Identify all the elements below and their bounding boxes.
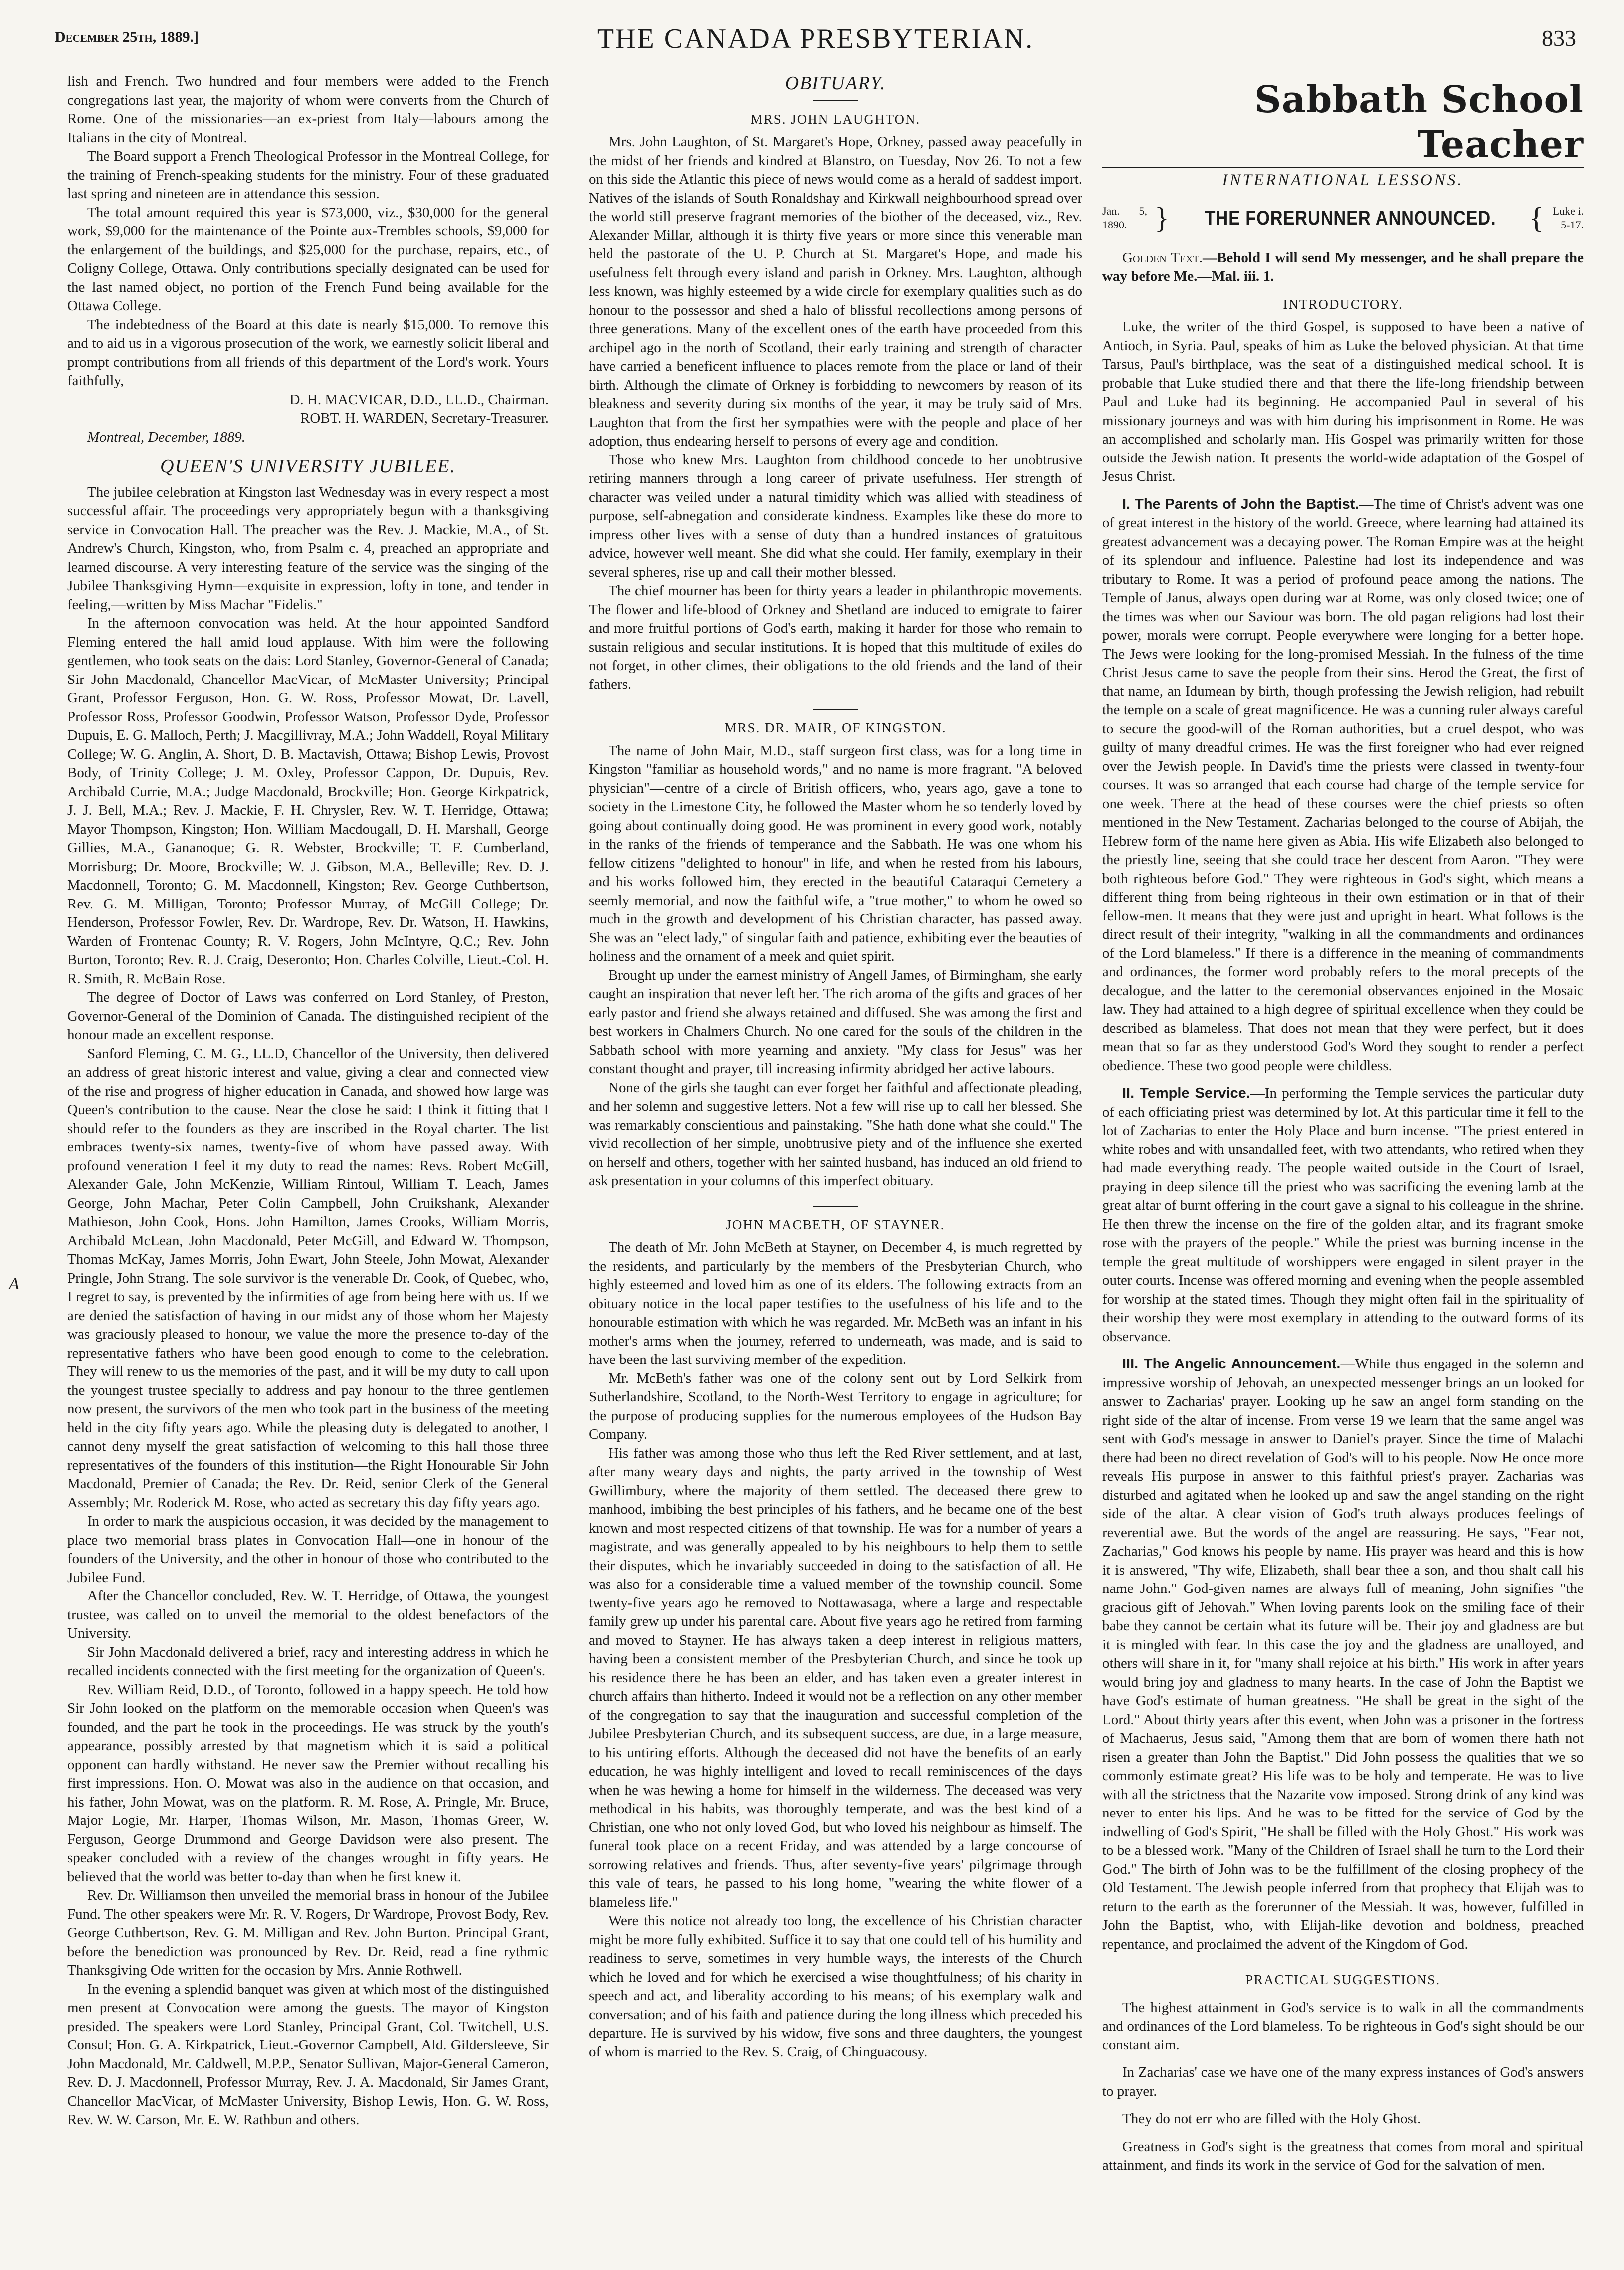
divider: [813, 709, 858, 710]
section-heading-jubilee: QUEEN'S UNIVERSITY JUBILEE.: [160, 456, 456, 477]
lesson-reference: Luke i. 5-17.: [1552, 204, 1584, 231]
paragraph: Sanford Fleming, C. M. G., LL.D, Chancellor of the University, then delivered an address of great historic interest and value, giving a clear and connected view of the rise and progress of higher education in Canada, and showed how large was Queen's contribution to the cause. Near the close he said: I think it fitting that I should refer to the founders as they are inscribed in the Royal charter. The list embraces twenty-six names, twenty-five of whom have passed away. With profound veneration I feel it my duty to read the names: Revs. Robert McGill, Alexander Gale, John McKenzie, William Rintoul, William T. Leach, James George, John Machar, Peter Colin Campbell, John Cruikshank, Alexander Mathieson, John Cook, Hons. John Hamilton, James Crooks, William Morris, Archibald McLean, John Macdonald, Peter McGill, and Edward W. Thompson, Thomas McKay, James Morris, John Ewart, John Steele, John Mowat, Alexander Pringle, John Strang. The sole survivor is the venerable Dr. Cook, of Quebec, who, I regret to say, is prevented by the infirmities of age from being here with us. If we are denied the satisfaction of having in our midst any of those whom her Majesty was graciously pleased to honour, we value the more the presence to-day of the representative fathers who have been good enough to come to the celebration. They will renew to us the memories of the past, and it will be my duty to call upon the youngest trustee specially to address and pay honour to the three gentlemen now present, the survivors of the men who took part in the business of the meeting held in the city fifty years ago. While the pleasing duty is delegated to another, I cannot deny myself the great satisfaction of welcoming to this hall those three representatives of the founders of this institution—the Right Honourable Sir John Macdonald, Premier of Canada; the Rev. Dr. Reid, senior Clerk of the General Assembly; Mr. Roderick M. Rose, who acted as secretary this day fifty years ago.: [67, 1045, 549, 1511]
paragraph: Sir John Macdonald delivered a brief, racy and interesting address in which he recalled incidents connected with the first meeting for the organization of Queen's.: [67, 1644, 549, 1679]
paragraph: Rev. William Reid, D.D., of Toronto, followed in a happy speech. He told how Sir John looked on the platform on the memorable occasion when Queen's was founded, and the part he took in the proceedings. He was struck by the youth's appearance, possibly arrested by that magnetism which it is said a political opponent can hardly withstand. He never saw the Premier without recalling his first impressions. Hon. O. Mowat was also in the audience on that occasion, and his father, John Mowat, was on the platform. R. M. Rose, A. Pringle, Mr. Bruce, Major Logie, Mr. Harper, Thomas Wilson, Mr. Mason, Thomas Greer, W. Ferguson, George Drummond and George Davidson were also present. The speaker concluded with a review of the changes wrought in fifty years. He believed that the world was better to-day than when he first knew it.: [67, 1681, 549, 1885]
divider: [1102, 167, 1584, 168]
paragraph: In order to mark the auspicious occasion, it was decided by the management to place two memorial brass plates in Convocation Hall—one in honour of the founders of the University, and the other in honour of those who contributed to the Jubilee Fund.: [67, 1513, 549, 1586]
paragraph: In the evening a splendid banquet was given at which most of the distinguished men present at Convocation were among the guests. The mayor of Kingston presided. The speakers were Lord Stanley, Principal Grant, Col. Twitchell, U.S. Consul; Hon. G. A. Kirkpatrick, Lieut.-Governor Campbell, Ald. Gildersleeve, Sir John Macdonald, Mr. Caldwell, M.P.P., Senator Sullivan, Major-General Cameron, Rev. D. J. Macdonnell, Professor Murray, Rev. J. A. Macdonald, Sir James Grant, Chancellor MacVicar, of McMaster University, Bishop Lewis, Hon. G. W. Ross, Rev. W. W. Carson, Mr. E. W. Rathbun and others.: [67, 1981, 549, 2128]
paragraph: Mr. McBeth's father was one of the colony sent out by Lord Selkirk from Sutherlandshire, Scotland, to the North-West Territory to engage in agriculture; for the purpose of producing supplies for the numerous employees of the Hudson Bay Company.: [589, 1370, 1082, 1442]
sabbath-school-title: Sabbath School Teacher: [1254, 78, 1584, 166]
obituary-heading-mair: MRS. DR. MAIR, OF KINGSTON.: [724, 720, 947, 735]
paragraph: Mrs. John Laughton, of St. Margaret's Hope, Orkney, passed away peacefully in the midst of her friends and kindred at Blanstro, on Tuesday, Nov 26. To not a few on this side the Atlantic this piece of news would come as a herald of saddest import. Natives of the islands of South Ronaldshay and Kirkwall neighbourhood spread over the world still preserve fragrant memories of the biother of the deceased, viz., Rev. Alexander Millar, although it is thirty five years or more since this venerable man held the pastorate of the U. P. Church at St. Margaret's Hope, and made his usefulness felt through every island and parish in Orkney. Mrs. Laughton, although less known, was highly esteemed by a wide circle for exemplary qualities such as do honour to the possessor and shed a halo of blissful recollections among persons of three generations. Many of the excellent ones of the earth have proceeded from this archipel ago in the north of Scotland, their early training and strength of character have carried a beneficent influence to places remote from the place or land of their birth. Although the climate of Orkney is forbidding to newcomers by reason of its bleakness and severity during six months of the year, it may be truly said of Mrs. Laughton that from the first her sympathies were with the people and place of her adoption, thus endearing herself to persons of every age and condition.: [589, 134, 1082, 449]
paragraph: In Zacharias' case we have one of the many express instances of God's answers to prayer.: [1102, 2064, 1584, 2099]
paragraph: None of the girls she taught can ever forget her faithful and affectionate pleading, and her solemn and suggestive letters. Not a few will rise up to call her blessed. She was remarkably conscientious and painstaking. "She hath done what she could." The vivid recollection of her simple, unobtrusive piety and of the influence she exerted on herself and others, together with her sainted husband, has induced an old friend to ask presentation in your columns of this imperfect obituary.: [589, 1079, 1082, 1189]
newspaper-title: THE CANADA PRESBYTERIAN.: [597, 23, 1034, 54]
paragraph: They do not err who are filled with the Holy Ghost.: [1122, 2111, 1421, 2127]
lesson-section-3: [1102, 1355, 1584, 1954]
golden-text-body: —Behold I will send My messenger, and he shall prepare the way before Me.—Mal. iii. 1.: [1102, 249, 1584, 284]
obituary-heading-laughton: MRS. JOHN LAUGHTON.: [750, 111, 921, 127]
paragraph: The Board support a French Theological Professor in the Montreal College, for the training of French-speaking students for the ministry. Four of these graduated last spring and nineteen are in attendance this session.: [67, 148, 549, 202]
paragraph: Those who knew Mrs. Laughton from childhood concede to her unobtrusive retiring manners through a long career of private usefulness. Her strength of character was veiled under a natural timidity which was allied with steadiness of purpose, self-abnegation and considerate kindness. Examples like these do more to impress other lives with a sense of duty than a hundred instances of gratuitous advice, however well meant. She did what she could. Her family, exemplary in their several spheres, rise up and call their mother blessed.: [589, 452, 1082, 580]
lesson-header: [1102, 203, 1584, 241]
paragraph: lish and French. Two hundred and four members were added to the French congregations last year, the majority of whom were converts from the Church of Rome. One of the missionaries—an ex-priest from Italy—labours among the Italians in the city of Montreal.: [67, 73, 549, 146]
lesson-section-1: [1102, 495, 1584, 1076]
margin-annotation: A: [9, 1275, 19, 1293]
paragraph: The degree of Doctor of Laws was conferred on Lord Stanley, of Preston, Governor-General of the Dominion of Canada. The distinguished recipient of the honour made an excellent response.: [67, 989, 549, 1043]
section-body: —The time of Christ's advent was one of great interest in the history of the world. Greece, where learning had attained its greatest advancement was a decaying power. The Roman Empire was at the height of its splendour and influence. Palestine had lost its independence and was tributary to Rome. It was a period of profound peace among the nations. The Temple of Janus, always open during war at Rome, was only closed twice; one of the times was when our Saviour was born. The old pagan religions had lost their power, morals were corrupt. People everywhere were longing for a better hope. The Jews were looking for the long-promised Messiah. In the fulness of the time Christ Jesus came to save the people from their sins. Herod the Great, the first of that name, an Idumean by birth, though professing the Jewish religion, had rebuilt the temple on a scale of great magnificence. He was a cunning ruler always careful to secure the good-will of the Roman authorities, but a cruel despot, who was guilty of many dreadful crimes. He was the first foreigner who had ever reigned over the Jewish people. In David's time the priests were classed in twenty-four courses. It was so arranged that each course had charge of the temple service for one week. There at the head of these courses were the chief priests so often mentioned in the New Testament. Zacharias belonged to the course of Abijah, the Hebrew form of the name here given as Abia. His wife Elizabeth also belonged to the priestly line, seeing that she could trace her descent from Aaron. "They were both righteous before God." They were righteous in God's sight, which means a different thing from being righteous in their own estimation or in that of their fellow-men. It means that they were just and upright in heart. What follows is the direct result of their integrity, "walking in all the commandments and ordinances of the Lord blameless." If there is a difference in the meaning of commandments and ordinances, the former word probably refers to the moral precepts of the decalogue, and the latter to the ceremonial observances enjoined in the Mosaic law. They had attained to a high degree of spiritual excellence when they could be described as blameless. That does not mean that they were perfect, but it does mean that so far as they understood God's Word they sought to render a perfect obedience. These two good people were childless.: [1102, 496, 1584, 1074]
paragraph: Were this notice not already too long, the excellence of his Christian character might be more fully exhibited. Suffice it to say that one could tell of his humility and readiness to serve, sometimes in very humble ways, the interests of the Church which he loved and for which he exercised a wise thoughtfulness; of his charity in speech and act, and liberality according to his means; of his exemplary walk and conversation; and of his faith and patience during the long illness which preceded his departure. He is survived by his widow, five sons and three daughters, the youngest of whom is married to the Rev. S. Craig, of Chinguacousy.: [589, 1913, 1082, 2060]
section-heading-obituary: OBITUARY.: [785, 73, 886, 94]
masthead: [55, 20, 1576, 60]
brace-icon: }: [1155, 201, 1169, 234]
paragraph: Luke, the writer of the third Gospel, is supposed to have been a native of Antioch, in Syria. Paul, speaks of him as Luke the beloved physician. At that time Tarsus, Paul's birthplace, was the seat of a distinguished medical school. It is probable that Luke studied there and that there the life-long friendship between Paul and Luke had its beginning. He accompanied Paul in several of his missionary journeys and was with him during his imprisonment in Rome. He was an accomplished and scholarly man. His Gospel was primarily written for those outside the Jewish nation. It presents the world-wide adaptation of the Gospel of Jesus Christ.: [1102, 319, 1584, 484]
paragraph: Brought up under the earnest ministry of Angell James, of Birmingham, she early caught an inspiration that never left her. The rich aroma of the gifts and graces of her early pastor and friend she always retained and diffused. She was among the first and best workers in Chalmers Church. No one cared for the souls of the children in the Sabbath school with more yearning and anxiety. "My class for Jesus" was her constant thought and prayer, till increasing infirmity abridged her active labours.: [589, 967, 1082, 1077]
paragraph: The chief mourner has been for thirty years a leader in philanthropic movements. The flower and life-blood of Orkney and Shetland are induced to emigrate to fairer and more fruitful portions of God's earth, making it harder for those who remain to sustain religious and secular institutions. It is hoped that this multitude of exiles do not forget, in other climes, their obligations to the old friends and the land of their fathers.: [589, 583, 1082, 692]
lessons-subtitle: INTERNATIONAL LESSONS.: [1222, 171, 1464, 189]
dateline: Montreal, December, 1889.: [87, 429, 246, 445]
paragraph: Greatness in God's sight is the greatness that comes from moral and spiritual attainment, and finds its work in the service of God for the salvation of men.: [1102, 2138, 1584, 2173]
lesson-title: THE FORERUNNER ANNOUNCED.: [1205, 207, 1496, 229]
section-body: —While thus engaged in the solemn and impressive worship of Jehovah, an unexpected messenger brings an un looked for answer to Zacharias' prayer. Looking up he saw an angel form standing on the right side of the altar of incense. From verse 19 we learn that the same angel was sent with God's message in answer to Daniel's prayer. Since the time of Malachi there had been no direct revelation of God's will to his people. Now He once more reveals His purpose in answer to this faithful priest's prayer. Zacharias was disturbed and agitated when he looked up and saw the angel standing on the right side of the altar. A clear vision of God's truth always produces feelings of reverential awe. But the words of the angel are reassuring. He says, "Fear not, Zacharias," God knows his people by name. His prayer was heard and this is how it is answered, "Thy wife, Elizabeth, shall bear thee a son, and thou shalt call his name John." God-given names are always full of meaning, John signifies "the gracious gift of Jehovah." When loving parents look on the smiling face of their babe they cannot be certain what its future will be. Their joy and gladness are but it is mingled with fear. In this case the joy and the gladness are unalloyed, and others will share in it, for "many shall rejoice at his birth." His work in after years would bring joy and gladness to many hearts. In the case of John the Baptist we have God's estimate of human greatness. "He shall be great in the sight of the Lord." About thirty years after this event, when John was a prisoner in the fortress of Machaerus, Jesus said, "Among them that are born of women there hath not risen a greater than John the Baptist." Did John possess the qualities that we so commonly estimate great? His life was to be holy and temperate. He was to live with all the strictness that the Nazarite vow imposed. Strong drink of any kind was never to enter his lips. And he was to be fitted for the service of God by the indwelling of God's Spirit, "He shall be filled with the Holy Ghost." His work was to be a blessed work. "Many of the Children of Israel shall he turn to the Lord their God." The birth of John was to be the fulfillment of the closing prophecy of the Old Testament. The Jewish people inferred from that prophecy that Elijah was to return to the earth as the forerunner of the Messiah. It was, however, fulfilled in John the Baptist, who, with Elijah-like devotion and boldness, preached repentance, and proclaimed the advent of the Kingdom of God.: [1102, 1356, 1584, 1952]
lesson-section-2: [1102, 1084, 1584, 1346]
column-3: [1102, 72, 1584, 2240]
paragraph: The jubilee celebration at Kingston last Wednesday was in every respect a most successful affair. The proceedings very appropriately begun with a thanksgiving service in Convocation Hall. The preacher was the Rev. J. Mackie, M.A., of St. Andrew's Church, Kingston, who, from Psalm c. 4, preached an appropriate and learned discourse. A very interesting feature of the service was the singing of the Jubilee Thanksgiving Hymn—exquisite in expression, lofty in tone, and tender in feeling,—written by Miss Machar "Fidelis.": [67, 484, 549, 613]
section-body: —In performing the Temple services the particular duty of each officiating priest was determined by lot. At this particular time it fell to the lot of Zacharias to enter the Holy Place and burn incense. "The priest entered in white robes and with unsandalled feet, with two attendants, who retired when they had made everything ready. The people waited outside in the Court of Israel, praying in deep silence till the priest who was sacrificing the evening lamb at the great altar of burnt offering in the court gave a signal to his colleague in the shrine. He then threw the incense on the fire of the golden altar, and its fragrant smoke rose with the prayers of the people." While the priest was burning incense in the temple the great multitude of worshippers were engaged in silent prayer in the outer courts. Incense was offered morning and evening when the people assembled for worship at the stated times. Though they might often fail in the spirituality of their worship they were most exemplary in attending to the outward forms of its observance.: [1102, 1085, 1584, 1345]
lesson-date: Jan. 5, 1890.: [1102, 204, 1147, 231]
signature-chairman: D. H. MACVICAR, D.D., LL.D., Chairman.: [289, 391, 549, 408]
column-1: [67, 72, 549, 2240]
section-title: I. The Parents of John the Baptist.: [1122, 496, 1359, 512]
divider: [813, 100, 858, 101]
introductory-heading: INTRODUCTORY.: [1283, 296, 1403, 312]
paragraph: The death of Mr. John McBeth at Stayner, on December 4, is much regretted by the residents, and particularly by the members of the Presbyterian Church, who highly esteemed and loved him as one of its elders. The following extracts from an obituary notice in the local paper testifies to the usefulness of his life and to the honourable estimation with which he was regarded. Mr. McBeth was an infant in his mother's arms when the journey, referred to underneath, was made, and is said to have been the last surviving member of the expedition.: [589, 1239, 1082, 1367]
paragraph: Rev. Dr. Williamson then unveiled the memorial brass in honour of the Jubilee Fund. The other speakers were Mr. R. V. Rogers, Dr Wardrope, Provost Body, Rev. George Cuthbertson, Rev. G. M. Milligan and Rev. John Burton. Principal Grant, before the benediction was pronounced by Rev. Dr. Reid, read a fine rythmic Thanksgiving Ode written for the occasion by Mrs. Annie Rothwell.: [67, 1887, 549, 1978]
column-2: [589, 72, 1082, 2240]
section-title: II. Temple Service.: [1122, 1085, 1250, 1101]
signature-secretary: ROBT. H. WARDEN, Secretary-Treasurer.: [300, 410, 549, 426]
brace-icon: {: [1529, 201, 1544, 234]
paragraph: In the afternoon convocation was held. At the hour appointed Sandford Fleming entered the hall amid loud applause. With him were the following gentlemen, who took seats on the dais: Lord Stanley, Governor-General of Canada; Sir John Macdonald, Chancellor MacVicar, of McMaster University; Principal Grant, Professor Ferguson, Hon. G. W. Ross, Professor Mowat, Dr. Lavell, Professor Ross, Professor Goodwin, Professor Watson, Professor Dyde, Professor Dupuis, E. G. Malloch, Perth; J. Macgillivray, M.A.; John Waddell, Royal Military College; W. G. Anglin, A. Short, D. B. Mactavish, Ottawa; Bishop Lewis, Provost Body, of Trinity College; J. M. Oxley, Professor Cappon, Dr. Dupuis, Rev. Archibald Currie, M.A.; Judge Macdonald, Brockville; Hon. George Kirkpatrick, J. J. Bell, M.A.; Rev. J. Mackie, F. H. Chrysler, Rev. W. T. Herridge, Ottawa; Mayor Thompson, Kingston; Hon. William Macdougall, D. H. Marshall, George Gillies, M.A., Gananoque; G. R. Webster, Brockville; T. F. Cumberland, Morrisburg; Dr. Moore, Brockville; W. J. Gibson, M.A., Belleville; Rev. D. J. Macdonnell, Toronto; G. M. Macdonnell, Kingston; Rev. George Cuthbertson, Rev. G. M. Milligan, Toronto; Professor Murray, of McGill College; Dr. Henderson, Professor Fowler, Rev. Dr. Wardrope, Rev. Dr. Watson, H. Hawkins, Warden of Frontenac County; R. V. Rogers, John McIntyre, Q.C.; Rev. John Burton, Toronto; Rev. R. J. Craig, Deseronto; Hon. Charles Colville, Lieut.-Col. H. R. Smith, R. McBain Rose.: [67, 615, 549, 987]
page-number: 833: [1542, 25, 1576, 51]
golden-text: [1102, 249, 1584, 286]
obituary-heading-macbeth: JOHN MACBETH, OF STAYNER.: [726, 1217, 945, 1232]
practical-heading: PRACTICAL SUGGESTIONS.: [1245, 1972, 1441, 1987]
paragraph: His father was among those who thus left the Red River settlement, and at last, after many weary days and nights, the party arrived in the township of West Gwillimbury, where the majority of them settled. The deceased there grew to manhood, imbibing the best principles of his fathers, and he became one of the best known and most respected citizens of that township. He was for a number of years a magistrate, and was generally appealed to by his neighbours to help them to settle their disputes, which he invariably succeeded in doing to the satisfaction of all. He was also for a considerable time a valued member of the township council. Some twenty-five years ago he removed to Nottawasaga, where a large and respectable family grew up under his parental care. About five years ago he retired from farming and moved to Stayner. He has always taken a deep interest in religious matters, having been a consistent member of the Presbyterian Church, and since he took up his residence there he has been an elder, and has taken even a greater interest in church affairs than hitherto. Indeed it would not be a reflection on any other member of the congregation to say that the inauguration and successful completion of the Jubilee Presbyterian Church, and its subsequent success, are due, in a large measure, to his untiring efforts. Although the deceased did not have the benefits of an early education, he was highly intelligent and loved to recall reminiscences of the days when he was hewing a home for himself in the wilderness. The deceased was very methodical in his habits, was thoroughly temperate, and was the best kind of a Christian, one who not only loved God, but who loved his neighbour as himself. The funeral took place on a recent Friday, and was attended by a large concourse of sorrowing relatives and friends. Thus, after seventy-five years' pilgrimage through this vale of tears, he passed to his long home, "wearing the white flower of a blameless life.": [589, 1445, 1082, 1910]
paragraph: The name of John Mair, M.D., staff surgeon first class, was for a long time in Kingston "familiar as household words," and no name is more fragrant. "A beloved physician"—centre of a circle of British officers, who, years ago, gave a tone to society in the Limestone City, he followed the Master whom he so tenderly loved by going about continually doing good. He was prominent in every good work, notably in the ranks of the friends of temperance and the Sabbath. He was one whom his fellow citizens "delighted to honour" in life, and when he rested from his labours, and his works followed him, they erected in the beautiful Cataraqui Cemetery a seemly memorial, and now the faithful wife, a "true mother," to whom he owed so much in the growth and development of his Christian character, has passed away. She was an "elect lady," of singular faith and patience, exhibiting ever the beauties of holiness and the ornament of a meek and quiet spirit.: [589, 742, 1082, 964]
issue-date: December 25th, 1889.]: [55, 29, 199, 45]
paragraph: After the Chancellor concluded, Rev. W. T. Herridge, of Ottawa, the youngest trustee, was called on to unveil the memorial to the oldest benefactors of the University.: [67, 1588, 549, 1641]
golden-text-label: Golden Text.: [1122, 249, 1203, 266]
paragraph: The total amount required this year is $73,000, viz., $30,000 for the general work, $9,000 for the maintenance of the Pointe aux-Trembles schools, $9,000 for the enlargement of the buildings, and $25,000 for the purchase, repairs, etc., of Coligny College, Ottawa. Only contributions specially designated can be used for the last named object, no portion of the French Fund being available for the Ottawa College.: [67, 204, 549, 314]
paragraph: The indebtedness of the Board at this date is nearly $15,000. To remove this and to aid us in a vigorous prosecution of the work, we earnestly solicit liberal and prompt contributions from all friends of this department of the Lord's work. Yours faithfully,: [67, 316, 549, 389]
divider: [813, 1206, 858, 1207]
paragraph: The highest attainment in God's service is to walk in all the commandments and ordinances of the Lord blameless. To be righteous in God's sight should be our constant aim.: [1102, 1999, 1584, 2053]
section-title: III. The Angelic Announcement.: [1122, 1356, 1341, 1372]
